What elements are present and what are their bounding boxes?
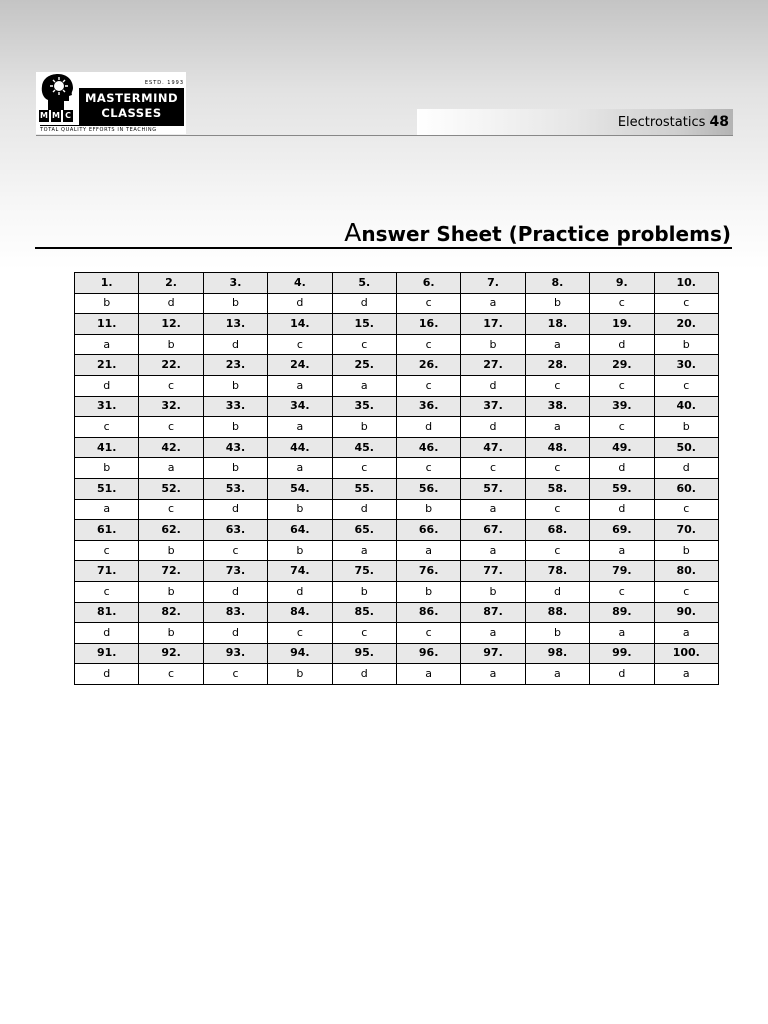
question-number-cell: 74. [268, 561, 332, 582]
answer-cell: d [203, 623, 267, 644]
answer-table [74, 272, 719, 685]
question-number-cell: 16. [396, 314, 460, 335]
question-number-cell: 41. [75, 437, 139, 458]
answer-cell: b [75, 293, 139, 314]
question-number-cell: 39. [590, 396, 654, 417]
answer-row [75, 334, 719, 355]
question-number-cell: 78. [525, 561, 589, 582]
question-number-cell: 24. [268, 355, 332, 376]
answer-cell: d [654, 458, 718, 479]
question-number-row [75, 314, 719, 335]
question-number-cell: 11. [75, 314, 139, 335]
answer-cell: c [75, 581, 139, 602]
question-number-cell: 83. [203, 602, 267, 623]
question-number-cell: 55. [332, 478, 396, 499]
question-number-cell: 100. [654, 643, 718, 664]
answer-cell: d [461, 417, 525, 438]
answer-cell: b [139, 540, 203, 561]
answer-cell: c [332, 334, 396, 355]
answer-cell: b [654, 540, 718, 561]
answer-row [75, 499, 719, 520]
mmc-letter: M [40, 111, 48, 120]
question-number-cell: 90. [654, 602, 718, 623]
answer-cell: b [332, 417, 396, 438]
answer-cell: d [332, 499, 396, 520]
answer-cell: d [75, 375, 139, 396]
question-number-cell: 19. [590, 314, 654, 335]
question-number-cell: 25. [332, 355, 396, 376]
question-number-cell: 56. [396, 478, 460, 499]
question-number-cell: 1. [75, 273, 139, 294]
answer-cell: b [75, 458, 139, 479]
answer-cell: c [525, 499, 589, 520]
logo-name-box [79, 88, 184, 125]
question-number-cell: 6. [396, 273, 460, 294]
question-number-cell: 67. [461, 520, 525, 541]
question-number-cell: 65. [332, 520, 396, 541]
question-number-cell: 97. [461, 643, 525, 664]
mmc-letter: C [63, 110, 73, 122]
answer-cell: a [396, 664, 460, 685]
answer-cell: b [461, 334, 525, 355]
answer-cell: d [268, 581, 332, 602]
question-number-cell: 66. [396, 520, 460, 541]
question-number-cell: 18. [525, 314, 589, 335]
answer-cell: d [396, 417, 460, 438]
question-number-cell: 88. [525, 602, 589, 623]
answer-cell: c [396, 458, 460, 479]
question-number-cell: 57. [461, 478, 525, 499]
answer-cell: b [525, 293, 589, 314]
question-number-cell: 81. [75, 602, 139, 623]
answer-cell: c [590, 293, 654, 314]
answer-cell: c [139, 375, 203, 396]
question-number-row [75, 643, 719, 664]
question-number-cell: 84. [268, 602, 332, 623]
answer-cell: d [203, 581, 267, 602]
question-number-cell: 77. [461, 561, 525, 582]
mmc-letter: M [52, 111, 60, 120]
question-number-cell: 14. [268, 314, 332, 335]
question-number-cell: 21. [75, 355, 139, 376]
question-number-cell: 82. [139, 602, 203, 623]
question-number-cell: 36. [396, 396, 460, 417]
answer-cell: b [139, 581, 203, 602]
answer-cell: a [268, 375, 332, 396]
answer-cell: b [203, 417, 267, 438]
question-number-cell: 29. [590, 355, 654, 376]
answer-cell: a [461, 623, 525, 644]
question-number-row [75, 273, 719, 294]
question-number-cell: 33. [203, 396, 267, 417]
question-number-cell: 76. [396, 561, 460, 582]
answer-cell: d [590, 499, 654, 520]
question-number-cell: 35. [332, 396, 396, 417]
answer-cell: d [203, 499, 267, 520]
question-number-cell: 59. [590, 478, 654, 499]
question-number-cell: 95. [332, 643, 396, 664]
question-number-cell: 23. [203, 355, 267, 376]
answer-cell: c [268, 623, 332, 644]
answer-cell: c [654, 499, 718, 520]
question-number-cell: 27. [461, 355, 525, 376]
answer-row [75, 293, 719, 314]
answer-cell: a [461, 499, 525, 520]
answer-row [75, 623, 719, 644]
question-number-cell: 63. [203, 520, 267, 541]
question-number-cell: 10. [654, 273, 718, 294]
question-number-cell: 75. [332, 561, 396, 582]
question-number-cell: 70. [654, 520, 718, 541]
answer-cell: a [654, 664, 718, 685]
question-number-cell: 61. [75, 520, 139, 541]
answer-cell: c [590, 581, 654, 602]
answer-cell: c [75, 417, 139, 438]
question-number-cell: 52. [139, 478, 203, 499]
question-number-cell: 43. [203, 437, 267, 458]
question-number-cell: 48. [525, 437, 589, 458]
answer-cell: a [461, 540, 525, 561]
question-number-cell: 44. [268, 437, 332, 458]
answer-cell: c [654, 375, 718, 396]
question-number-cell: 62. [139, 520, 203, 541]
question-number-cell: 17. [461, 314, 525, 335]
page-number: 48 [709, 114, 729, 130]
question-number-cell: 73. [203, 561, 267, 582]
question-number-row [75, 478, 719, 499]
question-number-cell: 42. [139, 437, 203, 458]
answer-cell: b [139, 623, 203, 644]
answer-cell: c [396, 334, 460, 355]
answer-cell: b [396, 581, 460, 602]
question-number-cell: 51. [75, 478, 139, 499]
answer-cell: d [139, 293, 203, 314]
question-number-cell: 28. [525, 355, 589, 376]
question-number-cell: 49. [590, 437, 654, 458]
answer-cell: c [139, 417, 203, 438]
answer-cell: c [525, 458, 589, 479]
logo-name-line1: MASTERMIND [84, 91, 179, 105]
answer-cell: a [332, 540, 396, 561]
answer-cell: c [75, 540, 139, 561]
question-number-cell: 86. [396, 602, 460, 623]
answer-row [75, 540, 719, 561]
question-number-cell: 45. [332, 437, 396, 458]
answer-cell: b [203, 293, 267, 314]
answer-cell: d [461, 375, 525, 396]
answer-cell: c [139, 664, 203, 685]
answer-cell: b [203, 458, 267, 479]
answer-cell: a [139, 458, 203, 479]
answer-cell: c [332, 458, 396, 479]
question-number-cell: 71. [75, 561, 139, 582]
question-number-cell: 30. [654, 355, 718, 376]
answer-cell: d [332, 664, 396, 685]
answer-cell: b [139, 334, 203, 355]
question-number-cell: 93. [203, 643, 267, 664]
answer-cell: a [268, 458, 332, 479]
question-number-cell: 2. [139, 273, 203, 294]
answer-cell: d [203, 334, 267, 355]
page-title-rest: nswer Sheet (Practice problems) [361, 222, 731, 246]
question-number-cell: 46. [396, 437, 460, 458]
question-number-cell: 5. [332, 273, 396, 294]
question-number-cell: 72. [139, 561, 203, 582]
question-number-cell: 34. [268, 396, 332, 417]
answer-row [75, 581, 719, 602]
answer-cell: c [590, 375, 654, 396]
answer-cell: b [525, 623, 589, 644]
answer-cell: c [654, 581, 718, 602]
answer-cell: d [590, 334, 654, 355]
answer-cell: c [332, 623, 396, 644]
question-number-cell: 13. [203, 314, 267, 335]
answer-cell: a [590, 540, 654, 561]
answer-cell: a [590, 623, 654, 644]
question-number-row [75, 396, 719, 417]
question-number-cell: 50. [654, 437, 718, 458]
answer-cell: d [75, 664, 139, 685]
question-number-row [75, 602, 719, 623]
answer-row [75, 664, 719, 685]
answer-cell: a [461, 293, 525, 314]
question-number-cell: 79. [590, 561, 654, 582]
answer-cell: c [461, 458, 525, 479]
question-number-cell: 53. [203, 478, 267, 499]
question-number-cell: 7. [461, 273, 525, 294]
answer-cell: b [268, 664, 332, 685]
answer-cell: d [332, 293, 396, 314]
question-number-cell: 20. [654, 314, 718, 335]
answer-cell: c [525, 375, 589, 396]
answer-cell: b [654, 417, 718, 438]
chapter-subject: Electrostatics [617, 115, 706, 130]
answer-cell: c [396, 375, 460, 396]
answer-cell: a [525, 334, 589, 355]
answer-row [75, 458, 719, 479]
question-number-cell: 22. [139, 355, 203, 376]
answer-cell: a [332, 375, 396, 396]
answer-cell: a [525, 664, 589, 685]
head-silhouette-icon [40, 74, 74, 110]
question-number-cell: 96. [396, 643, 460, 664]
chapter-header-text [618, 114, 729, 130]
answer-table-body [75, 273, 719, 685]
question-number-cell: 98. [525, 643, 589, 664]
header-divider [36, 135, 733, 136]
answer-cell: c [590, 417, 654, 438]
answer-row [75, 417, 719, 438]
question-number-cell: 38. [525, 396, 589, 417]
question-number-cell: 9. [590, 273, 654, 294]
answer-cell: a [396, 540, 460, 561]
answer-cell: a [268, 417, 332, 438]
answer-cell: c [139, 499, 203, 520]
question-number-cell: 91. [75, 643, 139, 664]
question-number-cell: 8. [525, 273, 589, 294]
question-number-cell: 99. [590, 643, 654, 664]
answer-cell: c [396, 293, 460, 314]
answer-cell: a [75, 499, 139, 520]
answer-cell: c [396, 623, 460, 644]
answer-cell: d [525, 581, 589, 602]
page-title [344, 218, 731, 247]
question-number-row [75, 561, 719, 582]
question-number-cell: 69. [590, 520, 654, 541]
question-number-cell: 87. [461, 602, 525, 623]
answer-cell: d [75, 623, 139, 644]
question-number-cell: 68. [525, 520, 589, 541]
question-number-cell: 12. [139, 314, 203, 335]
question-number-cell: 31. [75, 396, 139, 417]
question-number-cell: 47. [461, 437, 525, 458]
answer-cell: c [268, 334, 332, 355]
logo-name-line2: CLASSES [101, 106, 162, 120]
question-number-cell: 26. [396, 355, 460, 376]
established-year: ESTD. 1993 [144, 80, 184, 86]
answer-cell: b [332, 581, 396, 602]
question-number-cell: 92. [139, 643, 203, 664]
question-number-cell: 60. [654, 478, 718, 499]
mmc-letters [39, 110, 73, 122]
answer-cell: a [654, 623, 718, 644]
answer-cell: c [203, 664, 267, 685]
answer-cell: b [396, 499, 460, 520]
answer-cell: d [268, 293, 332, 314]
question-number-cell: 4. [268, 273, 332, 294]
answer-cell: c [203, 540, 267, 561]
question-number-cell: 37. [461, 396, 525, 417]
question-number-cell: 32. [139, 396, 203, 417]
answer-cell: d [590, 458, 654, 479]
question-number-cell: 58. [525, 478, 589, 499]
title-underline [35, 247, 732, 249]
logo-tagline: TOTAL QUALITY EFFORTS IN TEACHING [40, 125, 184, 133]
question-number-cell: 54. [268, 478, 332, 499]
answer-cell: c [525, 540, 589, 561]
answer-cell: b [203, 375, 267, 396]
question-number-cell: 15. [332, 314, 396, 335]
chapter-header [417, 109, 733, 136]
question-number-row [75, 355, 719, 376]
question-number-row [75, 437, 719, 458]
answer-cell: a [461, 664, 525, 685]
answer-cell: c [654, 293, 718, 314]
answer-cell: b [268, 499, 332, 520]
question-number-cell: 94. [268, 643, 332, 664]
question-number-cell: 3. [203, 273, 267, 294]
page-title-initial: A [344, 218, 362, 247]
mastermind-logo [36, 72, 186, 134]
question-number-cell: 80. [654, 561, 718, 582]
answer-cell: d [590, 664, 654, 685]
answer-cell: b [654, 334, 718, 355]
question-number-row [75, 520, 719, 541]
question-number-cell: 64. [268, 520, 332, 541]
answer-cell: a [525, 417, 589, 438]
answer-cell: b [268, 540, 332, 561]
question-number-cell: 89. [590, 602, 654, 623]
answer-cell: b [461, 581, 525, 602]
question-number-cell: 40. [654, 396, 718, 417]
answer-cell: a [75, 334, 139, 355]
question-number-cell: 85. [332, 602, 396, 623]
answer-row [75, 375, 719, 396]
